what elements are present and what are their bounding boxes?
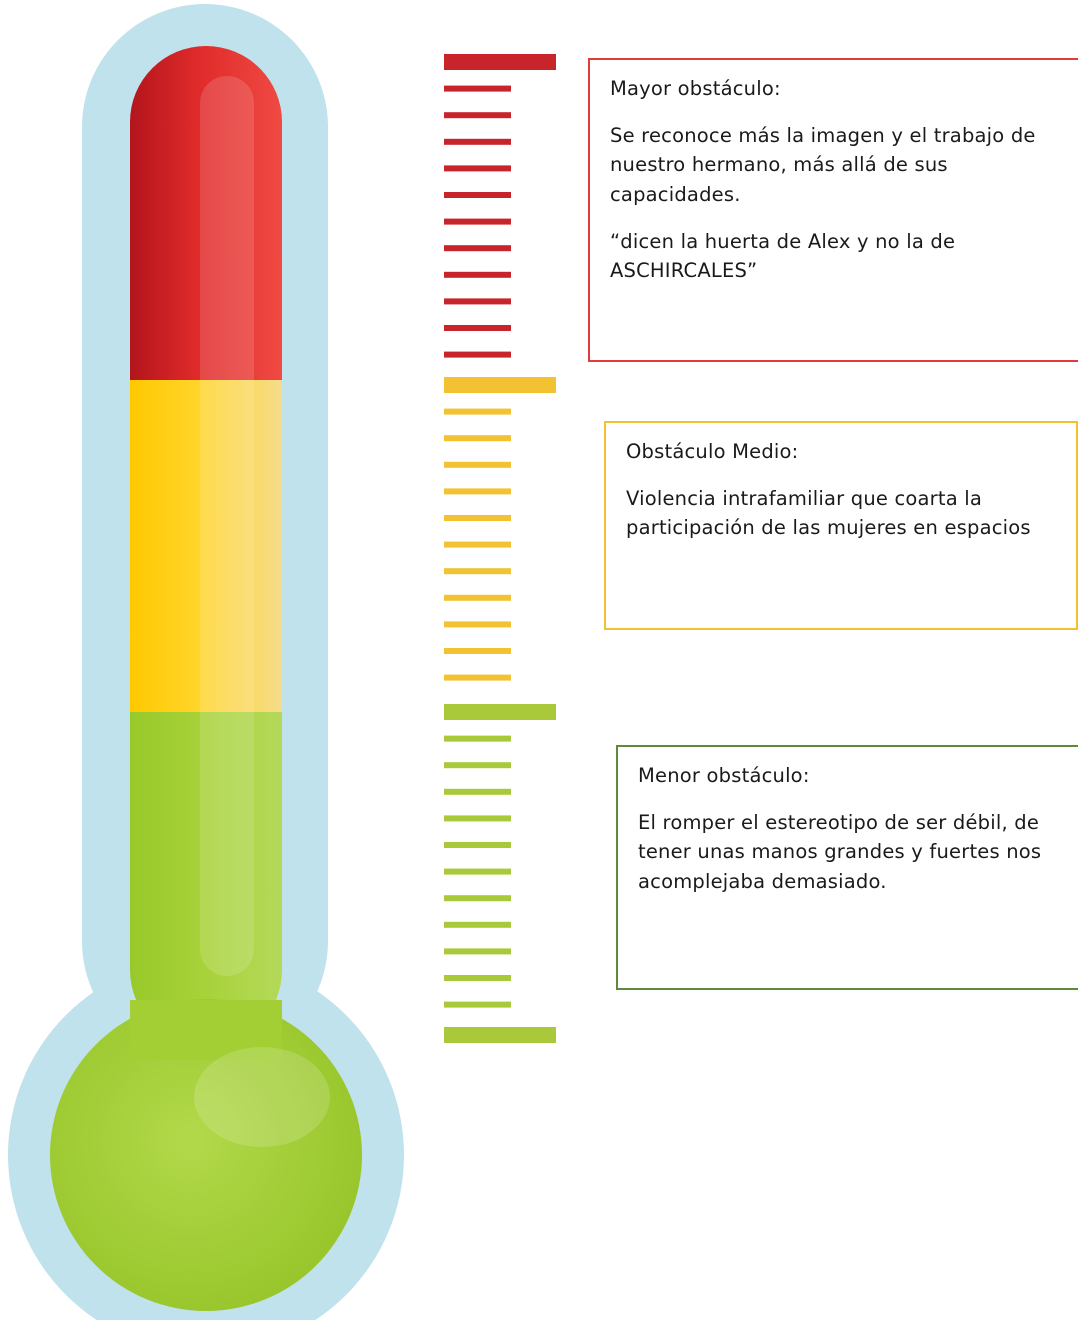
minor-tick <box>444 112 511 118</box>
major-tick <box>444 54 556 70</box>
minor-tick <box>444 948 511 954</box>
minor-tick <box>444 922 511 928</box>
medium-obstacle-text: Violencia intrafamiliar que coarta la participación de las mujeres en espacios <box>626 486 1031 540</box>
minor-tick <box>444 298 511 304</box>
minor-tick <box>444 675 511 681</box>
minor-tick <box>444 869 511 875</box>
major-obstacle-quote: “dicen la huerta de Alex y no la de ASCHIRCALES” <box>610 229 956 283</box>
scale-ticks <box>444 54 556 1043</box>
minor-tick <box>444 815 511 821</box>
minor-tick <box>444 648 511 654</box>
minor-tick <box>444 568 511 574</box>
medium-obstacle-title: Obstáculo Medio: <box>626 440 799 463</box>
major-obstacle-text: Se reconoce más la imagen y el trabajo de nuestro hermano, más allá de sus capacidades. <box>610 123 1036 206</box>
minor-tick <box>444 621 511 627</box>
minor-tick <box>444 245 511 251</box>
minor-tick <box>444 165 511 171</box>
major-obstacle-title: Mayor obstáculo: <box>610 77 781 100</box>
minor-tick <box>444 409 511 415</box>
minor-tick <box>444 842 511 848</box>
minor-obstacle-text: El romper el estereotipo de ser débil, de tener unas manos grandes y fuertes nos acomplejaba demasiado. <box>638 810 1042 893</box>
minor-tick <box>444 515 511 521</box>
minor-tick <box>444 435 511 441</box>
minor-tick <box>444 595 511 601</box>
minor-tick <box>444 86 511 92</box>
minor-tick <box>444 272 511 278</box>
minor-tick <box>444 736 511 742</box>
minor-tick <box>444 462 511 468</box>
minor-tick <box>444 789 511 795</box>
minor-tick <box>444 895 511 901</box>
minor-tick <box>444 762 511 768</box>
minor-tick <box>444 325 511 331</box>
box-minor-obstacle <box>616 745 1078 990</box>
minor-obstacle-title: Menor obstáculo: <box>638 764 810 787</box>
minor-tick <box>444 219 511 225</box>
major-tick <box>444 704 556 720</box>
minor-tick <box>444 139 511 145</box>
minor-tick <box>444 488 511 494</box>
box-medium-obstacle <box>604 421 1078 630</box>
major-tick <box>444 377 556 393</box>
minor-tick <box>444 975 511 981</box>
major-tick <box>444 1027 556 1043</box>
minor-tick <box>444 192 511 198</box>
minor-tick <box>444 352 511 358</box>
box-major-obstacle <box>588 58 1078 362</box>
minor-tick <box>444 1002 511 1008</box>
minor-tick <box>444 542 511 548</box>
